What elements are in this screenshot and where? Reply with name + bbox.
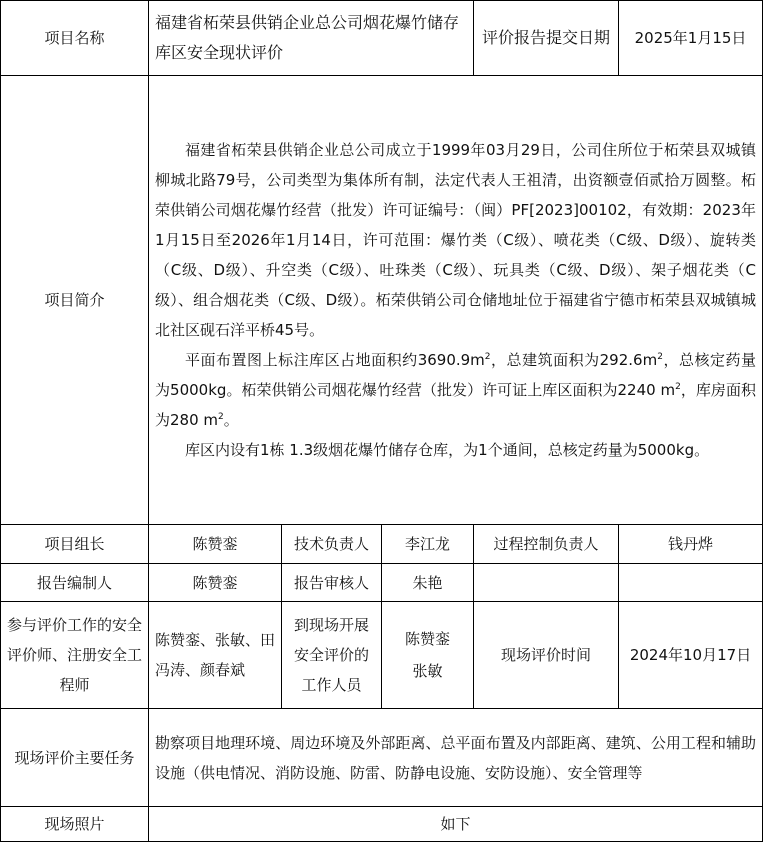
row-project-intro (1, 76, 763, 525)
tech-lead-label: 技术负责人 (282, 525, 382, 564)
site-photos-value: 如下 (149, 807, 763, 842)
intro-paragraph-1: 福建省柘荣县供销企业总公司成立于1999年03月29日，公司住所位于柘荣县双城镇柳城北路79号，公司类型为集体所有制，法定代表人王祖清，出资额壹佰贰拾万圆整。柘荣供销公司烟花爆竹经营（批发）许可证编号：（闽）PF[2023]00102，有效期：2023年1月15日至2026年1月14日，许可范围：爆竹类（C级）、喷花类（C级、D级）、旋转类（C级、D级）、升空类（C级）、吐珠类（C级）、玩具类（C级、D级）、架子烟花类（C级）、组合烟花类（C级、D级）。柘荣供销公司仓储地址位于福建省宁德市柘荣县双城镇城北社区砚石洋平桥45号。 (155, 141, 757, 339)
report-author-value: 陈赞銮 (149, 564, 282, 602)
sup-mark: 2 (675, 382, 681, 392)
intro-p2-part-a: 平面布置图上标注库区占地面积约3690.9m (185, 351, 485, 369)
empty-cell (474, 564, 619, 602)
report-date-value: 2025年1月15日 (619, 1, 763, 76)
intro-paragraph-3: 库区内设有1栋 1.3级烟花爆竹储存仓库，为1个通间，总核定药量为5000kg。 (185, 441, 710, 459)
project-name-value: 福建省柘荣县供销企业总公司烟花爆竹储存库区安全现状评价 (149, 1, 474, 76)
intro-p2-part-c: ，总核定药量为5000kg。柘荣供销公司烟花爆竹经营（批发）许可证上库区面积为2240 m (155, 351, 757, 399)
site-photos-label: 现场照片 (1, 807, 149, 842)
project-leader-value: 陈赞銮 (149, 525, 282, 564)
row-participants (1, 602, 763, 709)
participants-label: 参与评价工作的安全评价师、注册安全工程师 (1, 602, 149, 709)
sup-mark: 2 (484, 352, 491, 362)
project-intro-content (149, 76, 763, 525)
sup-mark: 2 (218, 412, 224, 422)
report-date-label: 评价报告提交日期 (474, 1, 619, 76)
row-project-leader (1, 525, 763, 564)
tech-lead-value: 李江龙 (382, 525, 474, 564)
process-control-label: 过程控制负责人 (474, 525, 619, 564)
onsite-staff-label: 到现场开展安全评价的工作人员 (282, 602, 382, 709)
report-author-label: 报告编制人 (1, 564, 149, 602)
process-control-value: 钱丹烨 (619, 525, 763, 564)
intro-paragraph-2 (155, 345, 756, 435)
intro-p2-part-b: ，总建筑面积为292.6m (490, 351, 658, 369)
onsite-staff-2: 张敏 (412, 662, 443, 680)
row-main-tasks (1, 709, 763, 807)
participants-value: 陈赞銮、张敏、田冯涛、颜春斌 (149, 602, 282, 709)
intro-p2-part-d: ，库房面积为280 m (155, 381, 757, 429)
empty-cell (619, 564, 763, 602)
intro-p2-part-e: 。 (223, 411, 239, 429)
sup-mark: 2 (657, 352, 663, 362)
main-tasks-label: 现场评价主要任务 (1, 709, 149, 807)
project-leader-label: 项目组长 (1, 525, 149, 564)
row-project-name (1, 1, 763, 76)
onsite-staff-1: 陈赞銮 (405, 630, 451, 648)
row-site-photos (1, 807, 763, 842)
onsite-time-label: 现场评价时间 (474, 602, 619, 709)
main-tasks-value: 勘察项目地理环境、周边环境及外部距离、总平面布置及内部距离、建筑、公用工程和辅助设施（供电情况、消防设施、防雷、防静电设施、安防设施）、安全管理等 (149, 709, 763, 807)
report-reviewer-label: 报告审核人 (282, 564, 382, 602)
report-reviewer-value: 朱艳 (382, 564, 474, 602)
onsite-staff-value (382, 602, 474, 709)
project-intro-label: 项目简介 (1, 76, 149, 525)
row-report-author (1, 564, 763, 602)
project-name-label: 项目名称 (1, 1, 149, 76)
onsite-time-value: 2024年10月17日 (619, 602, 763, 709)
